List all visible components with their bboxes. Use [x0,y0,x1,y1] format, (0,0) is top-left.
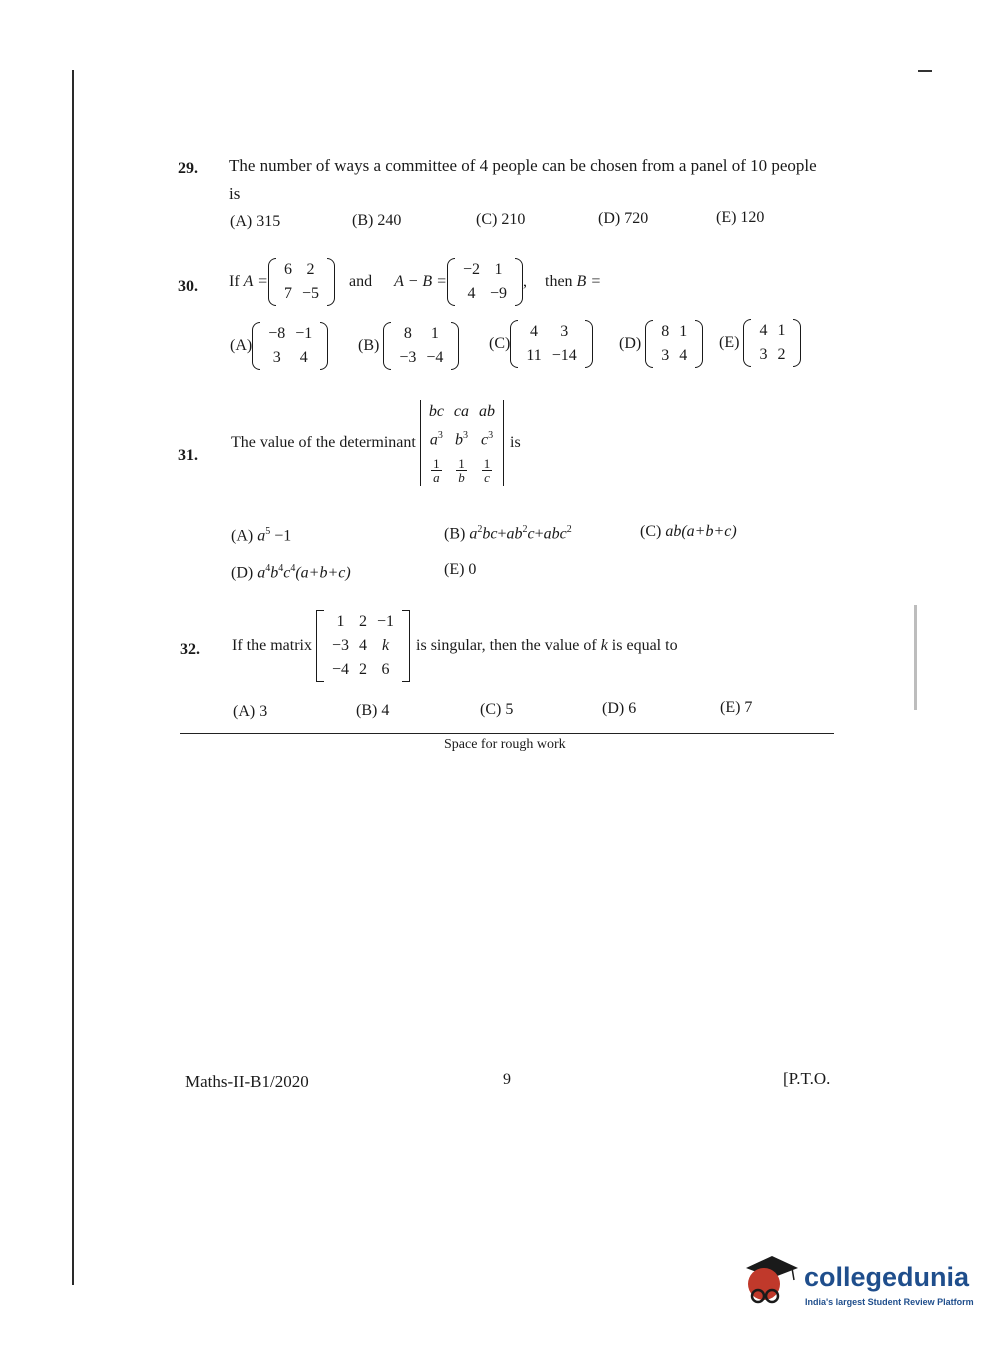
q32-text: If the matrix [232,637,312,654]
q30-option-b[interactable]: (B) 8 1 −3 −4 [358,322,459,370]
q30-option-c[interactable]: (C) 4 3 11 −14 [489,320,593,368]
q30-amb-lhs: A − B = [394,273,447,290]
q30-option-d[interactable]: (D) 8 1 3 4 [619,320,703,368]
q31-text: The value of the determinant [231,434,416,452]
q30-number: 30. [178,278,198,295]
q31-option-a[interactable]: (A) $a^5 -1$ [231,526,292,545]
q29-option-b[interactable]: (B) 240 [352,212,402,229]
page-number: 9 [503,1071,511,1088]
q31-option-e[interactable]: (E) 0 [444,561,477,578]
q30-option-a[interactable]: (A) −8 −1 3 4 [230,322,328,370]
q32-option-b[interactable]: (B) 4 [356,702,390,719]
q30-statement [229,258,601,306]
q32-option-e[interactable]: (E) 7 [720,699,753,716]
q32-option-d[interactable]: (D) 6 [602,700,637,717]
q31-option-d[interactable]: (D) $a^4b^4c^4(a+b+c)$ [231,563,351,582]
q31-is: is [510,434,521,452]
collegedunia-logo-icon [742,1250,800,1308]
q30-matrix-amb: −2 1 4 −9 [447,258,523,306]
collegedunia-brand: collegedunia [804,1262,970,1292]
q30-matrix-a: 6 2 7 −5 [268,258,335,306]
q29-number: 29. [178,160,198,177]
q32-suffix: is singular, then the value of k is equal to [416,637,678,654]
q30-option-b-matrix: 8 1 −3 −4 [383,322,459,370]
paper-code: Maths-II-B1/2020 [185,1072,309,1091]
collegedunia-tagline: India's largest Student Review Platform [805,1297,974,1307]
q31-determinant: bc ca ab $a^3$ $b^3$ $c^3$ $\frac{1}{a}$ $\frac{1}{b}$ $\frac{1}{c}$ [420,400,504,486]
q29-text-line1: The number of ways a committee of 4 people can be chosen from a panel of 10 people [229,156,817,175]
q30-option-d-matrix: 8 1 3 4 [645,320,703,368]
q32-option-c[interactable]: (C) 5 [480,701,514,718]
q30-option-e[interactable]: (E) 4 1 3 2 [719,319,801,367]
q30-option-c-matrix: 4 3 11 −14 [510,320,592,368]
rough-work-divider [180,733,834,734]
q32-option-a[interactable]: (A) 3 [233,703,268,720]
q30-comma: , [523,273,527,290]
q30-a-lhs: A = [243,273,268,290]
q30-then: then [545,273,573,290]
pto-label: [P.T.O. [783,1069,831,1088]
q31-number: 31. [178,447,198,464]
q30-b-eq: B = [576,273,602,290]
q30-option-a-matrix: −8 −1 3 4 [252,322,328,370]
q31-statement [231,400,521,486]
q29-option-e[interactable]: (E) 120 [716,209,765,226]
page-margin-line [72,70,74,1285]
q32-statement [232,610,678,682]
q29-option-a[interactable]: (A) 315 [230,213,281,230]
q31-option-c[interactable]: (C) ab(a+b+c) [640,523,737,540]
q30-if: If [229,273,240,290]
q29-option-c[interactable]: (C) 210 [476,211,526,228]
margin-tick-mark [918,70,932,72]
q30-and: and [348,273,373,290]
q30-option-e-matrix: 4 1 3 2 [743,319,801,367]
q32-number: 32. [180,641,200,658]
q29-text-line2: is [229,184,241,203]
page-edge-shadow [914,605,917,710]
rough-work-label: Space for rough work [444,737,566,752]
q29-option-d[interactable]: (D) 720 [598,210,649,227]
q31-option-b[interactable]: (B) $a^2bc+ab^2c+abc^2$ [444,524,572,543]
q32-matrix: 1 2 −1 −3 4 k −4 2 6 [316,610,410,682]
